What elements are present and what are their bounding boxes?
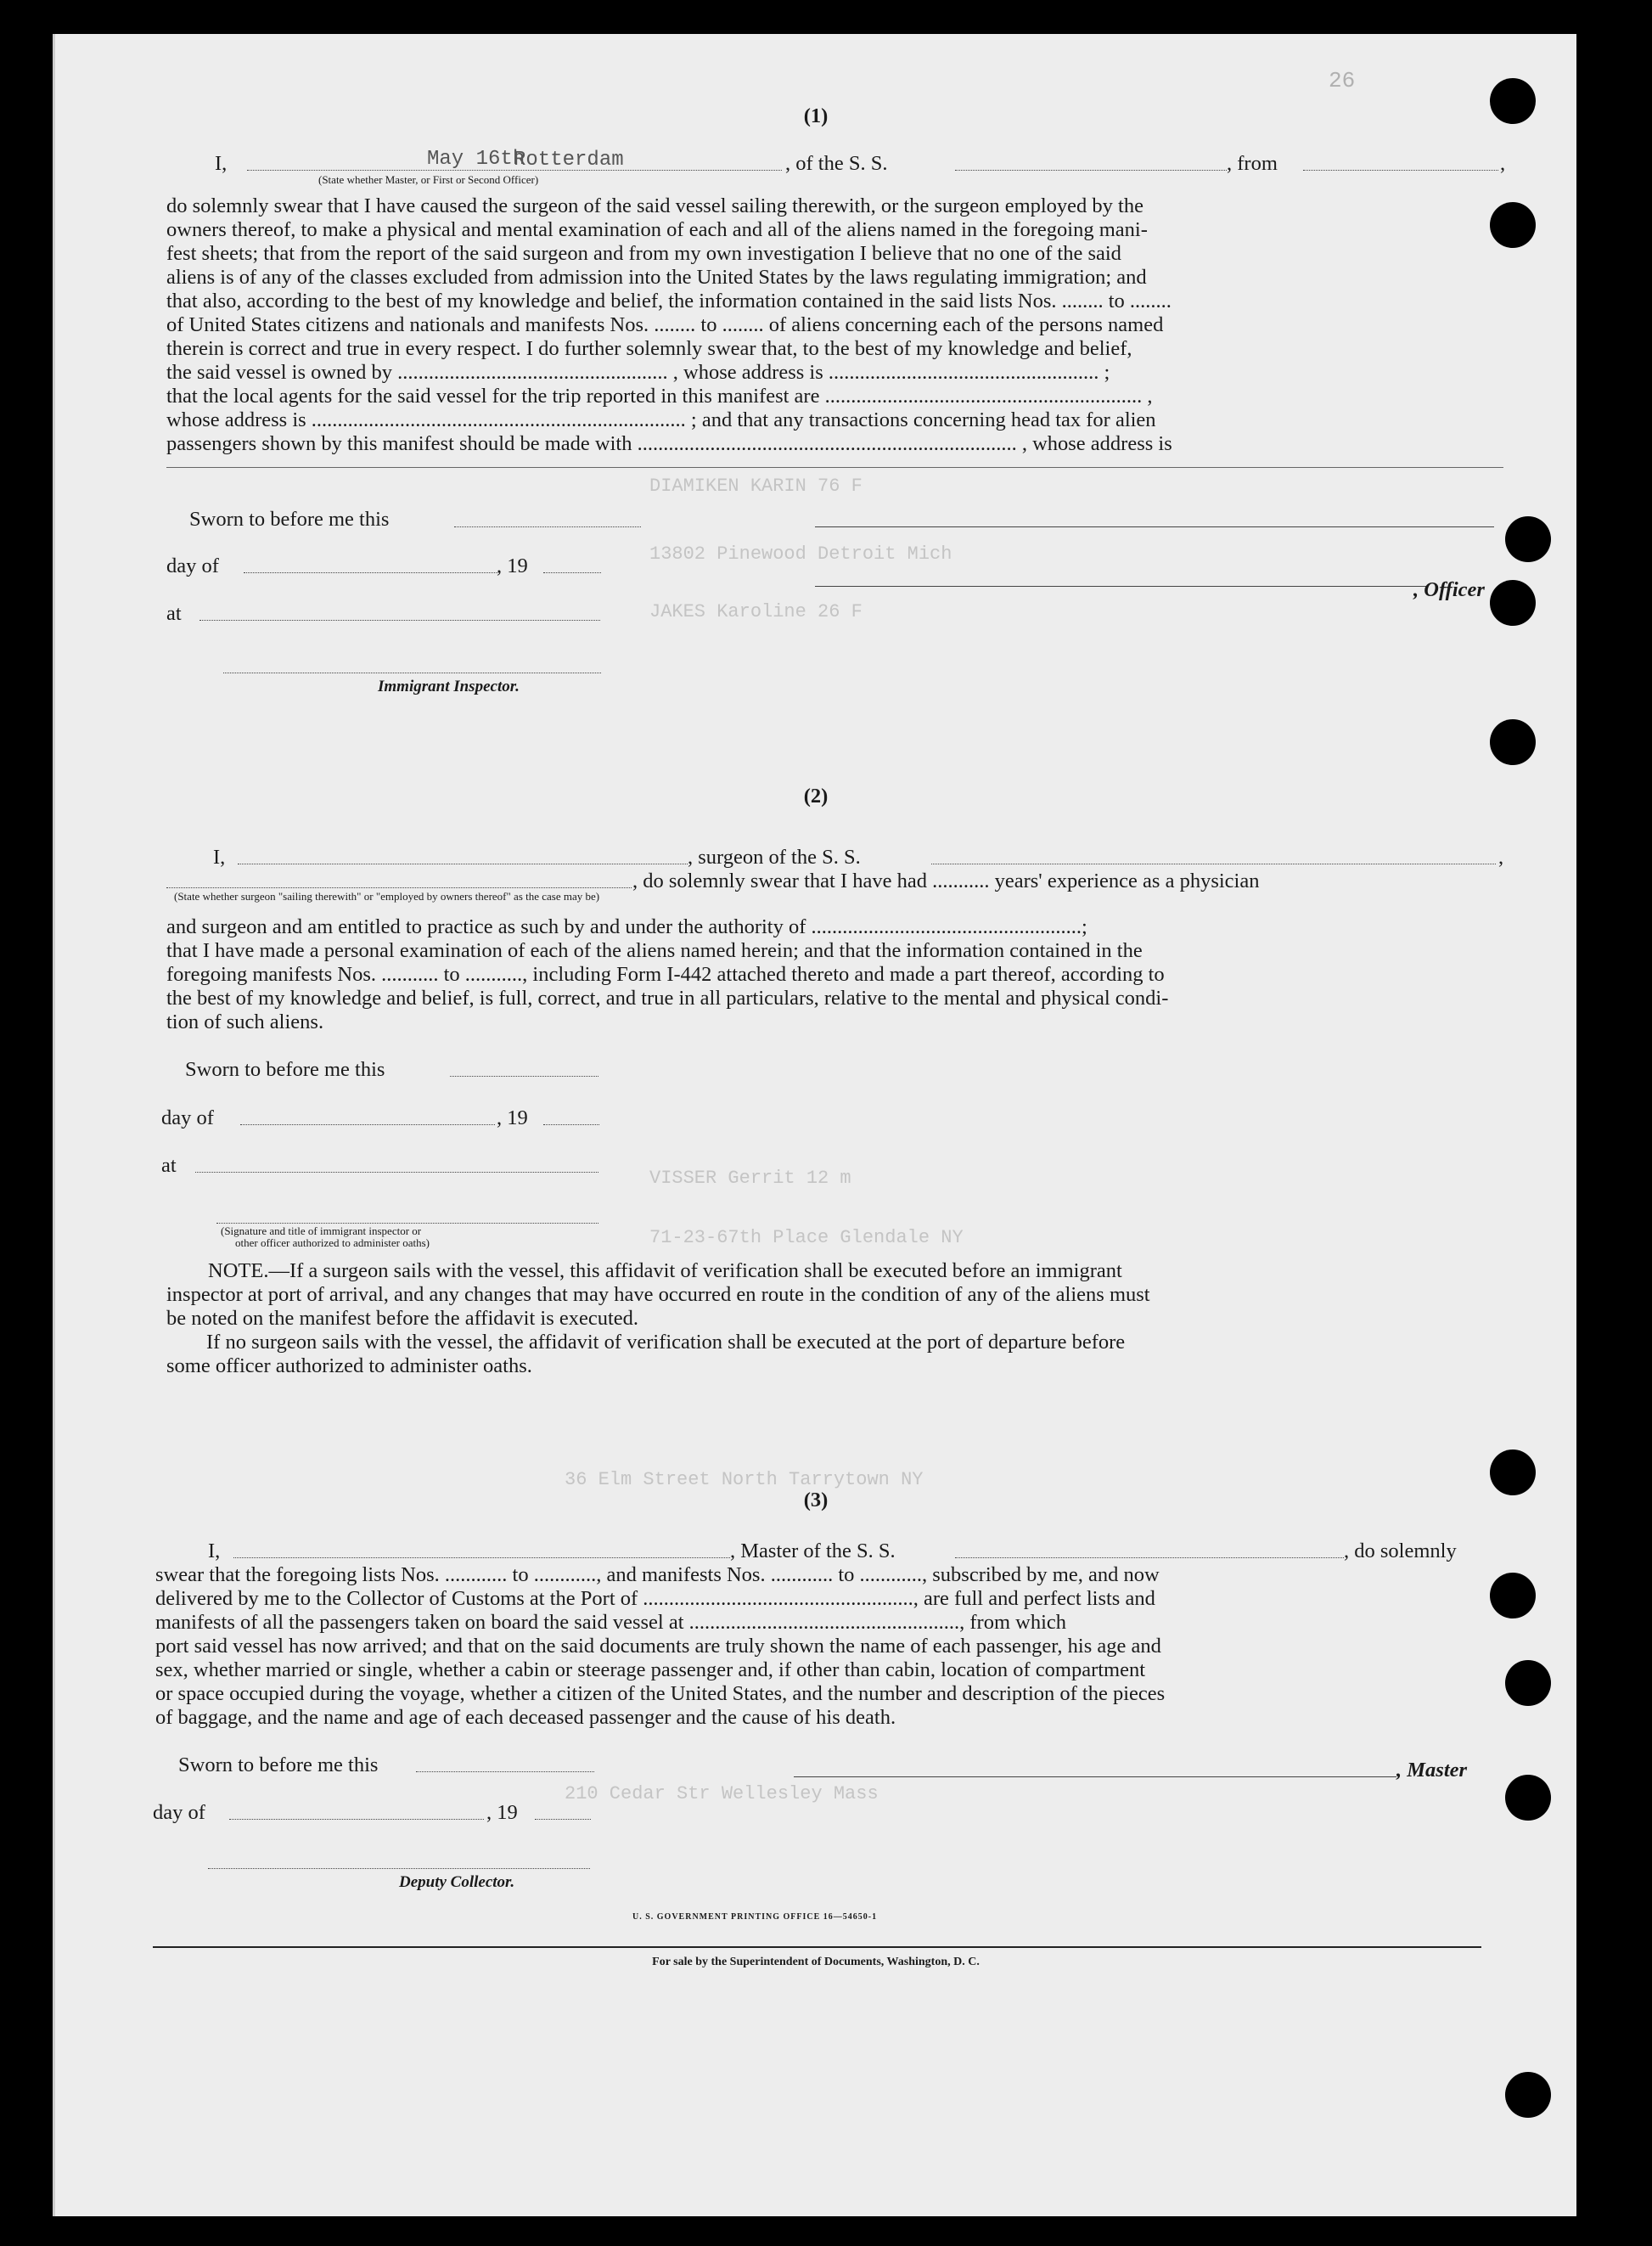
s2-sig-caption-2: other officer authorized to administer oaths): [235, 1236, 430, 1249]
punch-hole: [1490, 1573, 1536, 1618]
s3-year: , 19: [486, 1801, 518, 1824]
s1-year: , 19: [497, 554, 528, 577]
section-1-heading: (1): [803, 104, 829, 127]
punch-hole: [1490, 78, 1536, 124]
s1-handwritten-name: May 16th: [427, 148, 525, 171]
section-2-heading: (2): [803, 785, 829, 808]
punch-hole: [1490, 1449, 1536, 1495]
s2-day-of: day of: [161, 1106, 214, 1129]
punch-hole: [1490, 202, 1536, 248]
s3-line1-start: I,: [208, 1540, 221, 1562]
s2-line1-start: I,: [213, 846, 226, 869]
s1-line1-ss: , of the S. S.: [785, 152, 888, 175]
s2-line1-ss: , surgeon of the S. S.: [688, 846, 861, 869]
s2-note2-line2: some officer authorized to administer oaths.: [166, 1354, 532, 1377]
s2-note-line2: inspector at port of arrival, and any changes that may have occurred en route in the condition of any of the aliens must: [166, 1283, 1150, 1306]
s1-line1-from: , from: [1227, 152, 1278, 175]
punch-hole: [1490, 580, 1536, 626]
s1-immigrant-inspector: Immigrant Inspector.: [378, 678, 520, 695]
s1-day-of: day of: [166, 554, 219, 577]
s3-deputy-collector: Deputy Collector.: [399, 1873, 515, 1891]
s2-note2-line1: If no surgeon sails with the vessel, the affidavit of verification shall be executed at the port of departure before: [206, 1331, 1126, 1354]
s3-line1-end: , do solemnly: [1344, 1540, 1457, 1562]
s1-line1-start: I,: [215, 152, 228, 175]
s3-master: , Master: [1396, 1759, 1468, 1782]
s3-sworn: Sworn to before me this: [178, 1753, 379, 1776]
s1-handwritten-port: Rotterdam: [514, 149, 624, 172]
punch-hole: [1505, 516, 1551, 562]
s3-day-of: day of: [153, 1801, 205, 1824]
gpo-line: U. S. GOVERNMENT PRINTING OFFICE 16—54650-1: [632, 1912, 878, 1922]
manifest-page: 26 (1) I, May 16th Rotterdam , of the S. S. , from , (State whether Master, or First or Second Officer) do solemnly swear that I have caused the surgeon of the said vessel sailing therewith, or the surgeon employed by the owners thereof, to make a physical and mental examination of each and all of the aliens named in the foregoing mani- fest sheets; that from the report of the said surgeon and from my own investigation I believe that no one of the said aliens is of any of the classes excluded from admission into the United States by the laws regulating immigration; and that also, according to the best of my knowledge and belief, the information contained in the said lists Nos. ........ to ........ of United States citizens and nationals and manifests Nos. ........ to ........ of aliens concerning each of the persons named therein is correct and true in every respect. I do further solemnly swear that, to the best of my knowledge and belief, the said vessel is owned by .................................................... , whose address is .................................................... ; that the local agents for the said vessel for the trip reported in this manifest are ............................................................. , whose address is ........................................................................ ; and that any transactions concerning head tax for alien passengers shown by this manifest should be made with ......................................................................... , whose address is Sworn to before me this day of , 19 , Officer at Immigrant Inspector. (2) I, , surgeon of the S. S. , , do solemnly swear that I have had ........... years' experience as a physician (State whether surgeon "sailing therewith" or "employed by owners thereof" as the case may be) and surgeon and am entitled to practice as such by and under the authority of ....................................................; that I have made a personal examination of each of the aliens named herein; and that the information contained in the foregoing manifests Nos. ........... to ..........., including Form I-442 attached thereto and made a part thereof, according to the best of my knowledge and belief, is full, correct, and true in all particulars, relative to the mental and physical condi- tion of such aliens. Sworn to before me this day of , 19 at (Signature and title of immigrant inspector or other officer authorized to administer oaths) NOTE.—If a surgeon sails with the vessel, this affidavit of verification shall be executed before an immigrant inspector at port of arrival, and any changes that may have occurred en route in the condition of any of the aliens must be noted on the manifest before the affidavit is executed. If no surgeon sails with the vessel, the affidavit of verification shall be executed at the port of departure before some officer authorized to administer oaths. (3) I, , Master of the S. S. , do solemnly swear that the foregoing lists Nos. ............ to ............, and manifests Nos. ............ to ............, subscribed by me, and now delivered by me to the Collector of Customs at the Port of ...................................................., are full and perfect lists and manifests of all the passengers taken on board the said vessel at ...................................................., from which port said vessel has now arrived; and that on the said documents are truly shown the name of each passenger, his age and sex, whether married or single, whether a cabin or steerage passenger and, if other than cabin, location of compartment or space occupied during the voyage, whether a citizen of the United States, and the number and description of the pieces of baggage, and the name and age of each deceased passenger and the cause of his death. Sworn to before me this , Master day of , 19 Deputy Collector. U. S. GOVERNMENT PRINTING OFFICE 16—54650-1 For sale by the Superintendent of Documents, Washington, D. C. DIAMIKEN KARIN 76 F 13802 Pinewood Detroit Mich JAKES Karoline 26 F VISSER Gerrit 12 m 71-23-67th Place Glendale NY 36 Elm Street North Tarrytown NY 210 Cedar Str Wellesley Mass: [53, 34, 1576, 2216]
sale-line: For sale by the Superintendent of Documents, Washington, D. C.: [652, 1956, 980, 1968]
page-number: 26: [1329, 68, 1356, 93]
s2-caption: (State whether surgeon "sailing therewith" or "employed by owners thereof" as the case may be): [174, 890, 600, 903]
s2-line2: , do solemnly swear that I have had ........... years' experience as a physician: [632, 870, 1260, 892]
punch-hole: [1490, 719, 1536, 765]
s2-sworn: Sworn to before me this: [185, 1058, 385, 1081]
s2-year: , 19: [497, 1106, 528, 1129]
s3-line1-master: , Master of the S. S.: [730, 1540, 896, 1562]
s1-at: at: [166, 602, 182, 625]
s2-sig-caption-1: (Signature and title of immigrant inspector or: [221, 1224, 422, 1237]
s2-note-line3: be noted on the manifest before the affidavit is executed.: [166, 1307, 639, 1330]
s1-sworn: Sworn to before me this: [189, 508, 390, 531]
punch-hole: [1505, 1775, 1551, 1821]
s2-at: at: [161, 1154, 177, 1177]
s2-note-line1: NOTE.—If a surgeon sails with the vessel, this affidavit of verification shall be executed before an immigrant: [208, 1259, 1122, 1282]
section-3-heading: (3): [803, 1489, 829, 1511]
punch-hole: [1505, 1660, 1551, 1706]
s1-officer: , Officer: [1413, 578, 1485, 601]
punch-hole: [1505, 2072, 1551, 2118]
s1-caption: (State whether Master, or First or Second Officer): [318, 173, 539, 186]
